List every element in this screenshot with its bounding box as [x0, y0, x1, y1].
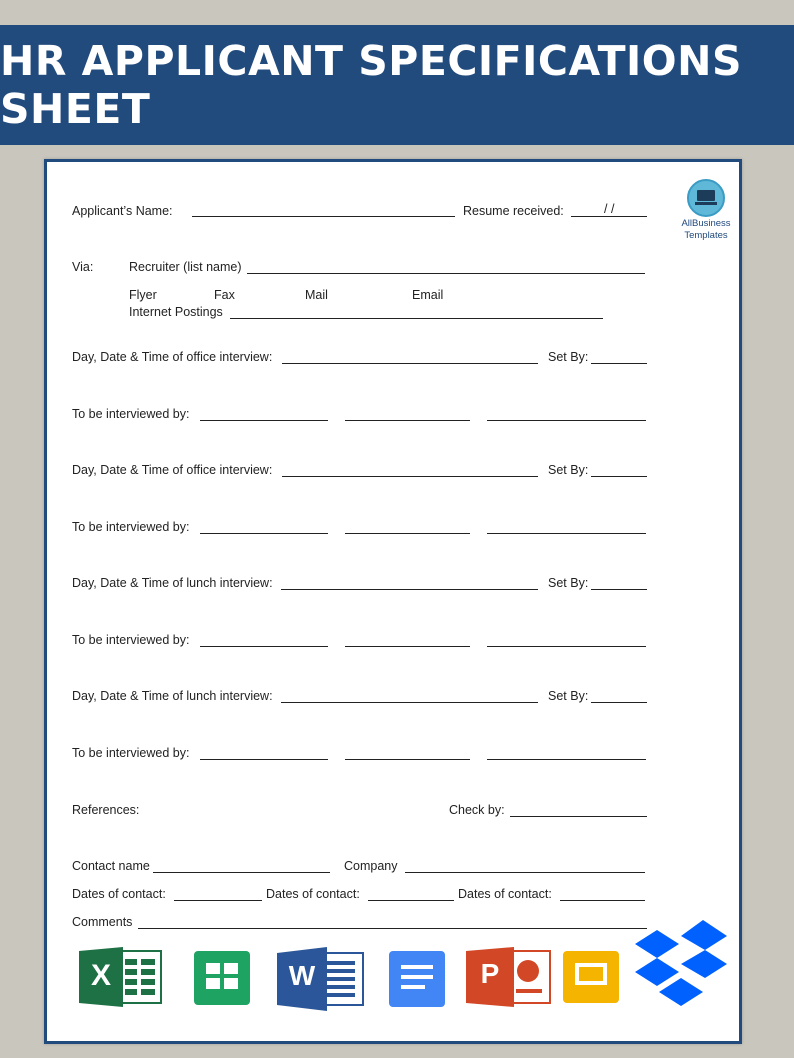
interviewer-field[interactable] — [345, 420, 470, 421]
logo-text-line1: AllBusiness — [681, 218, 731, 229]
applicant-name-field[interactable] — [192, 216, 455, 217]
dropbox-icon[interactable] — [633, 920, 729, 1010]
word-icon[interactable] — [275, 947, 365, 1011]
interviewer-field[interactable] — [487, 759, 646, 760]
via-label: Via: — [72, 260, 94, 274]
resume-date-slashes: / / — [604, 202, 615, 216]
interviewer-field[interactable] — [200, 759, 328, 760]
company-label: Company — [344, 859, 398, 873]
lunch-interview-field[interactable] — [281, 702, 538, 703]
resume-received-label: Resume received: — [463, 204, 564, 218]
dates-of-contact-label: Dates of contact: — [72, 887, 166, 901]
applicant-name-label: Applicant’s Name: — [72, 204, 173, 218]
excel-icon[interactable] — [77, 947, 163, 1007]
email-option[interactable]: Email — [412, 288, 444, 302]
company-field[interactable] — [405, 872, 645, 873]
google-slides-icon[interactable] — [561, 949, 621, 1005]
contact-name-field[interactable] — [153, 872, 330, 873]
interviewed-by-label: To be interviewed by: — [72, 520, 190, 534]
google-docs-icon[interactable] — [387, 949, 447, 1009]
dates-of-contact-label: Dates of contact: — [458, 887, 552, 901]
interviewed-by-label: To be interviewed by: — [72, 746, 190, 760]
mail-option[interactable]: Mail — [305, 288, 328, 302]
recruiter-label: Recruiter (list name) — [129, 260, 242, 274]
lunch-interview-label: Day, Date & Time of lunch interview: — [72, 576, 273, 590]
interviewer-field[interactable] — [487, 646, 646, 647]
lunch-interview-label: Day, Date & Time of lunch interview: — [72, 689, 273, 703]
set-by-field[interactable] — [591, 363, 647, 364]
powerpoint-icon[interactable] — [464, 947, 554, 1007]
comments-label: Comments — [72, 915, 133, 929]
fax-option[interactable]: Fax — [214, 288, 235, 302]
laptop-icon — [687, 179, 725, 217]
set-by-field[interactable] — [591, 702, 647, 703]
google-sheets-icon[interactable] — [192, 949, 252, 1007]
interviewer-field[interactable] — [345, 646, 470, 647]
set-by-label: Set By: — [548, 576, 589, 590]
header-banner — [0, 25, 794, 145]
office-interview-field[interactable] — [282, 476, 538, 477]
office-interview-label: Day, Date & Time of office interview: — [72, 463, 273, 477]
form-sheet — [44, 159, 742, 1044]
check-by-field[interactable] — [510, 816, 647, 817]
dates-of-contact-field[interactable] — [368, 900, 454, 901]
set-by-field[interactable] — [591, 589, 647, 590]
office-interview-label: Day, Date & Time of office interview: — [72, 350, 273, 364]
set-by-field[interactable] — [591, 476, 647, 477]
svg-text:P: P — [480, 958, 500, 989]
page-title: HR APPLICANT SPECIFICATIONS SHEET — [0, 37, 742, 133]
interviewer-field[interactable] — [345, 533, 470, 534]
flyer-option[interactable]: Flyer — [129, 288, 157, 302]
set-by-label: Set By: — [548, 350, 589, 364]
contact-name-label: Contact name — [72, 859, 150, 873]
interviewer-field[interactable] — [200, 533, 328, 534]
interviewer-field[interactable] — [487, 420, 646, 421]
set-by-label: Set By: — [548, 689, 589, 703]
lunch-interview-field[interactable] — [281, 589, 538, 590]
set-by-label: Set By: — [548, 463, 589, 477]
interviewed-by-label: To be interviewed by: — [72, 633, 190, 647]
references-label: References: — [72, 803, 140, 817]
interviewer-field[interactable] — [200, 420, 328, 421]
recruiter-field[interactable] — [247, 273, 645, 274]
interviewer-field[interactable] — [200, 646, 328, 647]
interviewer-field[interactable] — [487, 533, 646, 534]
dates-of-contact-label: Dates of contact: — [266, 887, 360, 901]
allbusiness-logo — [671, 179, 741, 241]
interviewed-by-label: To be interviewed by: — [72, 407, 190, 421]
office-interview-field[interactable] — [282, 363, 538, 364]
dates-of-contact-field[interactable] — [560, 900, 645, 901]
interviewer-field[interactable] — [345, 759, 470, 760]
comments-field[interactable] — [138, 928, 647, 929]
dates-of-contact-field[interactable] — [174, 900, 262, 901]
internet-postings-field[interactable] — [230, 318, 603, 319]
internet-postings-label: Internet Postings — [129, 305, 223, 319]
check-by-label: Check by: — [449, 803, 505, 817]
svg-text:W: W — [288, 960, 316, 991]
svg-text:X: X — [90, 959, 112, 992]
logo-text-line2: Templates — [684, 230, 728, 241]
